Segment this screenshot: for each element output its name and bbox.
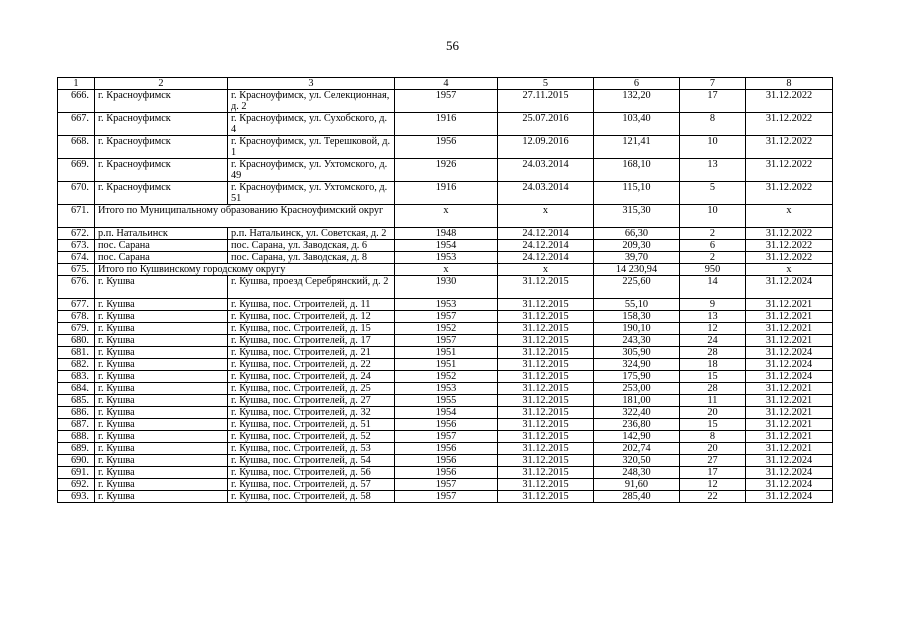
row-number-cell: 691.: [58, 467, 95, 479]
residents-cell: 13: [680, 159, 746, 182]
date-cell: x: [498, 205, 594, 228]
locality-cell: р.п. Натальинск: [95, 228, 228, 240]
address-cell: г. Кушва, пос. Строителей, д. 27: [228, 395, 395, 407]
year-cell: x: [395, 205, 498, 228]
address-cell: г. Кушва, пос. Строителей, д. 57: [228, 479, 395, 491]
deadline-cell: 31.12.2024: [746, 479, 833, 491]
row-number-cell: 686.: [58, 407, 95, 419]
table-row: [58, 136, 833, 159]
locality-cell: г. Кушва: [95, 383, 228, 395]
year-cell: 1957: [395, 479, 498, 491]
deadline-cell: x: [746, 205, 833, 228]
area-cell: 168,10: [594, 159, 680, 182]
deadline-cell: 31.12.2022: [746, 182, 833, 205]
residents-cell: 22: [680, 491, 746, 503]
residents-cell: 15: [680, 419, 746, 431]
residents-cell: 12: [680, 323, 746, 335]
year-cell: 1957: [395, 491, 498, 503]
residents-cell: 8: [680, 431, 746, 443]
year-cell: 1956: [395, 467, 498, 479]
locality-cell: г. Кушва: [95, 491, 228, 503]
address-cell: г. Красноуфимск, ул. Терешковой, д. 1: [228, 136, 395, 159]
locality-cell: г. Красноуфимск: [95, 90, 228, 113]
area-cell: 190,10: [594, 323, 680, 335]
date-cell: 31.12.2015: [498, 491, 594, 503]
address-cell: пос. Сарана, ул. Заводская, д. 8: [228, 252, 395, 264]
area-cell: 132,20: [594, 90, 680, 113]
residents-cell: 2: [680, 252, 746, 264]
residents-cell: 17: [680, 90, 746, 113]
row-number-cell: 682.: [58, 359, 95, 371]
deadline-cell: 31.12.2021: [746, 299, 833, 311]
area-cell: 14 230,94: [594, 264, 680, 276]
row-number-cell: 693.: [58, 491, 95, 503]
year-cell: 1948: [395, 228, 498, 240]
year-cell: 1955: [395, 395, 498, 407]
column-number-cell: 4: [395, 78, 498, 90]
address-cell: г. Кушва, пос. Строителей, д. 54: [228, 455, 395, 467]
address-cell: г. Красноуфимск, ул. Сухобского, д. 4: [228, 113, 395, 136]
row-number-cell: 685.: [58, 395, 95, 407]
table-row: [58, 335, 833, 347]
deadline-cell: 31.12.2022: [746, 228, 833, 240]
residents-cell: 10: [680, 205, 746, 228]
table-row: [58, 359, 833, 371]
address-cell: г. Кушва, проезд Серебрянский, д. 2: [228, 276, 395, 299]
residents-cell: 15: [680, 371, 746, 383]
locality-cell: г. Кушва: [95, 479, 228, 491]
row-number-cell: 690.: [58, 455, 95, 467]
table-row: [58, 252, 833, 264]
year-cell: 1916: [395, 182, 498, 205]
deadline-cell: 31.12.2024: [746, 276, 833, 299]
table-row: [58, 228, 833, 240]
row-number-cell: 667.: [58, 113, 95, 136]
residents-cell: 20: [680, 443, 746, 455]
date-cell: 24.12.2014: [498, 228, 594, 240]
locality-cell: пос. Сарана: [95, 252, 228, 264]
table-row: [58, 276, 833, 299]
year-cell: 1954: [395, 240, 498, 252]
address-cell: г. Кушва, пос. Строителей, д. 58: [228, 491, 395, 503]
table-row: [58, 159, 833, 182]
row-number-cell: 683.: [58, 371, 95, 383]
date-cell: 31.12.2015: [498, 419, 594, 431]
column-number-cell: 7: [680, 78, 746, 90]
area-cell: 253,00: [594, 383, 680, 395]
area-cell: 209,30: [594, 240, 680, 252]
residents-cell: 14: [680, 276, 746, 299]
area-cell: 181,00: [594, 395, 680, 407]
residents-cell: 11: [680, 395, 746, 407]
deadline-cell: 31.12.2021: [746, 335, 833, 347]
deadline-cell: 31.12.2022: [746, 240, 833, 252]
deadline-cell: 31.12.2024: [746, 455, 833, 467]
area-cell: 39,70: [594, 252, 680, 264]
table-total-row: [58, 205, 833, 228]
locality-cell: г. Кушва: [95, 407, 228, 419]
deadline-cell: 31.12.2022: [746, 113, 833, 136]
table-row: [58, 347, 833, 359]
deadline-cell: 31.12.2021: [746, 323, 833, 335]
address-cell: г. Красноуфимск, ул. Селекционная, д. 2: [228, 90, 395, 113]
date-cell: 24.03.2014: [498, 182, 594, 205]
date-cell: 24.03.2014: [498, 159, 594, 182]
year-cell: 1954: [395, 407, 498, 419]
residents-cell: 5: [680, 182, 746, 205]
table-row: [58, 455, 833, 467]
date-cell: 31.12.2015: [498, 276, 594, 299]
table-row: [58, 113, 833, 136]
residents-cell: 28: [680, 383, 746, 395]
area-cell: 103,40: [594, 113, 680, 136]
area-cell: 248,30: [594, 467, 680, 479]
table-row: [58, 90, 833, 113]
deadline-cell: 31.12.2024: [746, 491, 833, 503]
residents-cell: 12: [680, 479, 746, 491]
locality-cell: г. Кушва: [95, 347, 228, 359]
row-number-cell: 670.: [58, 182, 95, 205]
row-number-cell: 666.: [58, 90, 95, 113]
locality-cell: г. Кушва: [95, 299, 228, 311]
residents-cell: 950: [680, 264, 746, 276]
deadline-cell: 31.12.2024: [746, 467, 833, 479]
row-number-cell: 675.: [58, 264, 95, 276]
row-number-cell: 673.: [58, 240, 95, 252]
year-cell: 1956: [395, 443, 498, 455]
row-number-cell: 680.: [58, 335, 95, 347]
table-row: [58, 491, 833, 503]
date-cell: 25.07.2016: [498, 113, 594, 136]
area-cell: 175,90: [594, 371, 680, 383]
date-cell: 31.12.2015: [498, 395, 594, 407]
area-cell: 142,90: [594, 431, 680, 443]
locality-cell: пос. Сарана: [95, 240, 228, 252]
address-cell: г. Кушва, пос. Строителей, д. 22: [228, 359, 395, 371]
area-cell: 322,40: [594, 407, 680, 419]
date-cell: 31.12.2015: [498, 359, 594, 371]
year-cell: 1956: [395, 419, 498, 431]
address-cell: г. Кушва, пос. Строителей, д. 21: [228, 347, 395, 359]
locality-cell: г. Кушва: [95, 335, 228, 347]
locality-cell: г. Красноуфимск: [95, 136, 228, 159]
date-cell: 31.12.2015: [498, 407, 594, 419]
area-cell: 225,60: [594, 276, 680, 299]
year-cell: 1916: [395, 113, 498, 136]
column-number-cell: 5: [498, 78, 594, 90]
table-row: [58, 407, 833, 419]
table-row: [58, 431, 833, 443]
year-cell: 1957: [395, 311, 498, 323]
year-cell: 1926: [395, 159, 498, 182]
date-cell: 31.12.2015: [498, 383, 594, 395]
residents-cell: 20: [680, 407, 746, 419]
locality-cell: г. Кушва: [95, 371, 228, 383]
address-cell: г. Кушва, пос. Строителей, д. 17: [228, 335, 395, 347]
date-cell: 31.12.2015: [498, 467, 594, 479]
table-row: [58, 182, 833, 205]
address-cell: г. Кушва, пос. Строителей, д. 52: [228, 431, 395, 443]
locality-cell: г. Красноуфимск: [95, 182, 228, 205]
deadline-cell: 31.12.2021: [746, 395, 833, 407]
column-number-cell: 8: [746, 78, 833, 90]
year-cell: 1956: [395, 455, 498, 467]
year-cell: 1951: [395, 359, 498, 371]
year-cell: 1956: [395, 136, 498, 159]
locality-cell: г. Кушва: [95, 276, 228, 299]
page-number: 56: [446, 38, 459, 53]
year-cell: 1953: [395, 383, 498, 395]
deadline-cell: 31.12.2021: [746, 311, 833, 323]
row-number-cell: 668.: [58, 136, 95, 159]
date-cell: 31.12.2015: [498, 323, 594, 335]
area-cell: 55,10: [594, 299, 680, 311]
year-cell: 1957: [395, 335, 498, 347]
column-number-cell: 3: [228, 78, 395, 90]
deadline-cell: x: [746, 264, 833, 276]
deadline-cell: 31.12.2021: [746, 407, 833, 419]
year-cell: 1952: [395, 323, 498, 335]
date-cell: 31.12.2015: [498, 311, 594, 323]
table-row: [58, 371, 833, 383]
area-cell: 324,90: [594, 359, 680, 371]
total-label-cell: Итого по Муниципальному образованию Красноуфимский округ: [95, 205, 395, 228]
housing-table: [57, 77, 833, 503]
locality-cell: г. Кушва: [95, 395, 228, 407]
area-cell: 115,10: [594, 182, 680, 205]
address-cell: г. Кушва, пос. Строителей, д. 25: [228, 383, 395, 395]
year-cell: 1951: [395, 347, 498, 359]
residents-cell: 28: [680, 347, 746, 359]
date-cell: 31.12.2015: [498, 431, 594, 443]
table-row: [58, 419, 833, 431]
row-number-cell: 676.: [58, 276, 95, 299]
deadline-cell: 31.12.2021: [746, 431, 833, 443]
address-cell: г. Кушва, пос. Строителей, д. 12: [228, 311, 395, 323]
date-cell: 27.11.2015: [498, 90, 594, 113]
date-cell: 31.12.2015: [498, 479, 594, 491]
table-row: [58, 299, 833, 311]
residents-cell: 9: [680, 299, 746, 311]
deadline-cell: 31.12.2022: [746, 159, 833, 182]
deadline-cell: 31.12.2022: [746, 136, 833, 159]
residents-cell: 17: [680, 467, 746, 479]
date-cell: 24.12.2014: [498, 240, 594, 252]
residents-cell: 2: [680, 228, 746, 240]
year-cell: 1953: [395, 299, 498, 311]
deadline-cell: 31.12.2022: [746, 90, 833, 113]
date-cell: 31.12.2015: [498, 347, 594, 359]
address-cell: р.п. Натальинск, ул. Советская, д. 2: [228, 228, 395, 240]
row-number-cell: 679.: [58, 323, 95, 335]
row-number-cell: 672.: [58, 228, 95, 240]
area-cell: 285,40: [594, 491, 680, 503]
row-number-cell: 688.: [58, 431, 95, 443]
column-number-cell: 6: [594, 78, 680, 90]
deadline-cell: 31.12.2024: [746, 359, 833, 371]
locality-cell: г. Кушва: [95, 311, 228, 323]
table-row: [58, 240, 833, 252]
date-cell: 31.12.2015: [498, 371, 594, 383]
locality-cell: г. Кушва: [95, 323, 228, 335]
address-cell: г. Кушва, пос. Строителей, д. 56: [228, 467, 395, 479]
area-cell: 121,41: [594, 136, 680, 159]
table-row: [58, 395, 833, 407]
date-cell: 31.12.2015: [498, 455, 594, 467]
area-cell: 202,74: [594, 443, 680, 455]
date-cell: x: [498, 264, 594, 276]
date-cell: 24.12.2014: [498, 252, 594, 264]
row-number-cell: 677.: [58, 299, 95, 311]
area-cell: 158,30: [594, 311, 680, 323]
residents-cell: 8: [680, 113, 746, 136]
residents-cell: 10: [680, 136, 746, 159]
area-cell: 243,30: [594, 335, 680, 347]
area-cell: 91,60: [594, 479, 680, 491]
date-cell: 31.12.2015: [498, 299, 594, 311]
row-number-cell: 674.: [58, 252, 95, 264]
deadline-cell: 31.12.2021: [746, 383, 833, 395]
area-cell: 305,90: [594, 347, 680, 359]
address-cell: г. Кушва, пос. Строителей, д. 11: [228, 299, 395, 311]
address-cell: г. Красноуфимск, ул. Ухтомского, д. 49: [228, 159, 395, 182]
residents-cell: 13: [680, 311, 746, 323]
year-cell: 1957: [395, 90, 498, 113]
row-number-cell: 681.: [58, 347, 95, 359]
row-number-cell: 687.: [58, 419, 95, 431]
table-row: [58, 479, 833, 491]
date-cell: 12.09.2016: [498, 136, 594, 159]
address-cell: г. Кушва, пос. Строителей, д. 15: [228, 323, 395, 335]
locality-cell: г. Кушва: [95, 467, 228, 479]
deadline-cell: 31.12.2024: [746, 347, 833, 359]
area-cell: 320,50: [594, 455, 680, 467]
column-number-cell: 2: [95, 78, 228, 90]
year-cell: 1957: [395, 431, 498, 443]
column-number-header-row: [58, 78, 833, 90]
locality-cell: г. Кушва: [95, 419, 228, 431]
residents-cell: 18: [680, 359, 746, 371]
year-cell: 1930: [395, 276, 498, 299]
row-number-cell: 684.: [58, 383, 95, 395]
address-cell: г. Кушва, пос. Строителей, д. 53: [228, 443, 395, 455]
table-row: [58, 323, 833, 335]
locality-cell: г. Кушва: [95, 455, 228, 467]
address-cell: г. Кушва, пос. Строителей, д. 24: [228, 371, 395, 383]
year-cell: 1953: [395, 252, 498, 264]
row-number-cell: 692.: [58, 479, 95, 491]
deadline-cell: 31.12.2021: [746, 443, 833, 455]
deadline-cell: 31.12.2022: [746, 252, 833, 264]
locality-cell: г. Красноуфимск: [95, 159, 228, 182]
total-label-cell: Итого по Кушвинскому городскому округу: [95, 264, 395, 276]
table-row: [58, 467, 833, 479]
area-cell: 236,80: [594, 419, 680, 431]
row-number-cell: 671.: [58, 205, 95, 228]
date-cell: 31.12.2015: [498, 443, 594, 455]
locality-cell: г. Кушва: [95, 431, 228, 443]
area-cell: 66,30: [594, 228, 680, 240]
address-cell: г. Красноуфимск, ул. Ухтомского, д. 51: [228, 182, 395, 205]
residents-cell: 24: [680, 335, 746, 347]
residents-cell: 6: [680, 240, 746, 252]
row-number-cell: 678.: [58, 311, 95, 323]
table-row: [58, 311, 833, 323]
year-cell: 1952: [395, 371, 498, 383]
locality-cell: г. Красноуфимск: [95, 113, 228, 136]
residents-cell: 27: [680, 455, 746, 467]
row-number-cell: 669.: [58, 159, 95, 182]
area-cell: 315,30: [594, 205, 680, 228]
date-cell: 31.12.2015: [498, 335, 594, 347]
address-cell: г. Кушва, пос. Строителей, д. 51: [228, 419, 395, 431]
address-cell: пос. Сарана, ул. Заводская, д. 6: [228, 240, 395, 252]
row-number-cell: 689.: [58, 443, 95, 455]
locality-cell: г. Кушва: [95, 443, 228, 455]
column-number-cell: 1: [58, 78, 95, 90]
table-row: [58, 443, 833, 455]
table-row: [58, 383, 833, 395]
table-total-row: [58, 264, 833, 276]
year-cell: x: [395, 264, 498, 276]
address-cell: г. Кушва, пос. Строителей, д. 32: [228, 407, 395, 419]
locality-cell: г. Кушва: [95, 359, 228, 371]
deadline-cell: 31.12.2021: [746, 419, 833, 431]
deadline-cell: 31.12.2024: [746, 371, 833, 383]
